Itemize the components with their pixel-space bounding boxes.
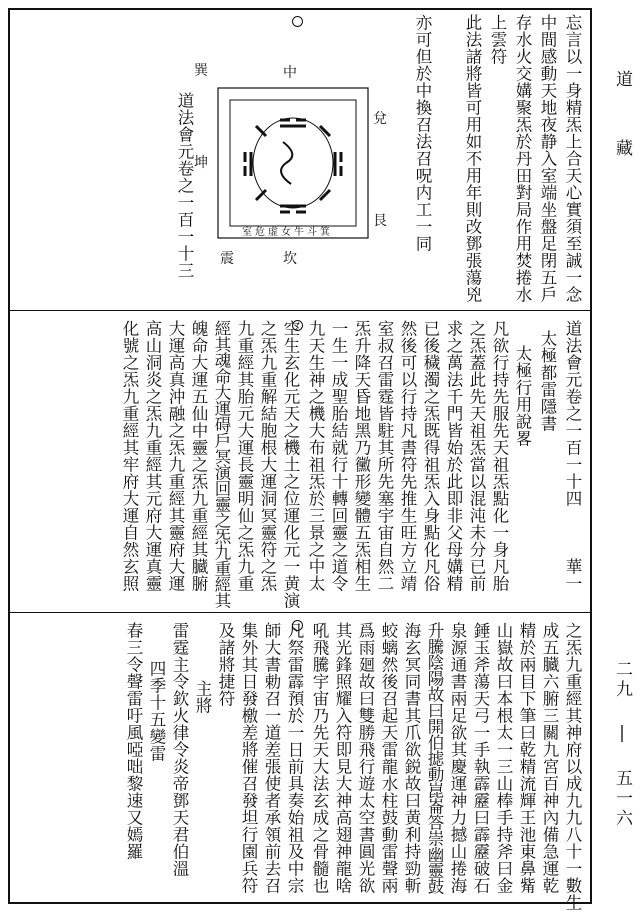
bot-col-12: 吼飛騰宇宙乃先天大法玄成之骨髓也 <box>310 622 329 894</box>
mid-col-17: 魄命大運五仙中靈之炁九重經其臓腑 <box>189 320 208 592</box>
mid-col-11: 一生一成聖胎結就行十轉回靈之道令 <box>329 320 348 592</box>
bot-col-4: 山嶽故曰本根太一三山棒手持斧曰金 <box>494 622 513 894</box>
mid-col-15: 九重經其胎元大運長靈明仙之炁九重 <box>235 320 254 592</box>
mid-col-7: 已後穢濁之炁既得祖炁入身點化凡俗 <box>421 320 440 592</box>
mid-col-4: 凡欲行持先服先天祖炁點化一身凡胎 <box>490 320 509 592</box>
mid-col-10: 炁升降天昏地黑乃黴形變體五炁相生 <box>352 320 371 592</box>
talisman-scroll <box>281 142 292 184</box>
mid-col-20: 化號之炁九重經其牢府大運自然玄照 <box>120 320 139 592</box>
bot-col-11: 其光鋒照耀入符即見大神高翅神龍啥 <box>333 622 352 894</box>
top-col-1: 忘言以一身精炁上合天心實須至誠一念 <box>563 14 582 303</box>
section-divider-2 <box>10 612 590 613</box>
top-col-5: 此法諸將皆可用如不用年則改鄧張蕩兇 <box>463 14 482 303</box>
top-col-3: 存水火交媾聚炁於丹田對局作用焚捲水 <box>513 14 532 303</box>
bot-col-15: 集外其日發檄差將催召發坦行園兵符 <box>239 622 258 894</box>
mid-col-6: 求之萬法千門皆始於此即非父母媾精 <box>444 320 463 592</box>
trigram-marks <box>245 120 341 212</box>
talisman-left-top: 巽 <box>194 63 208 79</box>
talisman-left-mid: 坤 <box>194 155 208 171</box>
mid-col-14: 之炁九重解結胞根大運洞冥靈符之炁 <box>258 320 277 592</box>
mid-col-12: 九天生神之機大布祖炁於三景之中太 <box>306 320 325 592</box>
bot-col-10: 爲雨廻故曰雙勝飛行遊太空書圓光欲 <box>356 622 375 894</box>
page-number: 二九 | 五一六 <box>612 660 632 829</box>
talisman-bottom-left: 震 <box>220 251 234 267</box>
bot-col-6: 泉源通書兩足欲其慶運神力撼山捲海 <box>448 622 467 894</box>
bot-col-1: 之炁九重經其神府以成九九八十一數生 <box>563 622 582 911</box>
mid-col-9: 室叔召雷霆皆駐其所先塞宇宙自然二 <box>375 320 394 592</box>
talisman-right-bottom: 艮 <box>373 213 387 229</box>
bot-col-9: 蛟螭然後召起天雷龍水柱鼓動雷聲兩 <box>379 622 398 894</box>
talisman-right-top: 兌 <box>373 111 387 127</box>
top-col-6: 亦可但於中換召法召呪内工一同 <box>413 14 432 252</box>
bot-col-8: 海玄冥同書其爪欲鋭故曰黄利持勁斬 <box>402 622 421 894</box>
mid-col-3: 太極行用說畧 <box>513 345 532 447</box>
mid-col-13: 空生玄化元天之機土之位運化元一黄演 <box>281 320 300 609</box>
bot-col-18: 雷霆主令欽火律令炎帝鄧天君伯溫 <box>170 622 189 877</box>
binding-hole-1 <box>292 16 303 27</box>
bot-col-5: 錘玉斧蕩天弓一手執霹靂曰霹靂破石 <box>471 622 490 894</box>
section-divider-1 <box>10 310 590 311</box>
mid-volume-title: 道法會元卷之一百一十四 華一 <box>563 320 582 592</box>
mid-col-19: 高山洞炎之炁九重經其元府大運真靈 <box>143 320 162 592</box>
bagua-diagram <box>190 60 396 272</box>
mid-col-18: 大運高真沖融之炁九重經其靈府大運 <box>166 320 185 592</box>
bot-col-3: 精於兩目下筆曰乾精流輝王池東鼻觜 <box>517 622 536 894</box>
bot-col-19: 四季十五變雷 <box>147 660 166 762</box>
bot-col-7: 升騰陰陽故曰開伯摅動崑崙答崇幽靈鼓 <box>425 622 444 894</box>
top-volume-title: 道法會元卷之一百一十三 <box>175 92 194 279</box>
talisman-bottom: 坎 <box>283 251 297 267</box>
mid-col-8: 然後可以行持凡書符先推生旺方立靖 <box>398 320 417 592</box>
bot-col-16: 及諸將捷符 <box>216 622 235 707</box>
bot-col-2: 成五臓六腑三關九宮百神內備急運乾 <box>540 622 559 894</box>
top-col-4: 上雲符 <box>488 14 507 65</box>
bot-col-20: 春三令聲雷吁風啞咄黎速又嫣羅 <box>124 622 143 860</box>
talisman-top: 中 <box>283 65 297 81</box>
mid-col-5: 之炁蓋此先天祖炁當以混沌未分已前 <box>467 320 486 592</box>
talisman-outer-square <box>218 88 368 238</box>
margin-header: 道 藏 <box>612 70 632 172</box>
bagua-talisman <box>190 60 396 272</box>
bot-col-14: 師大書勅召一道差張使者承領前去召 <box>262 622 281 894</box>
bot-col-17: 主將 <box>193 680 212 714</box>
top-col-2: 中間感動天地夜静入室端坐盤足閉五戶 <box>538 14 557 303</box>
bot-col-13: 凡祭雷霹預於一日前具奏始祖及中宗 <box>285 622 304 894</box>
mid-col-2: 太極都雷隱書 <box>538 330 557 432</box>
mid-col-16: 經其魂命大運碍戶冥演回靈之炁九重經其 <box>212 320 231 608</box>
talisman-inner-bottom-row: 室危虚女牛斗箕 <box>242 227 333 238</box>
talisman-center-oval <box>253 118 333 208</box>
